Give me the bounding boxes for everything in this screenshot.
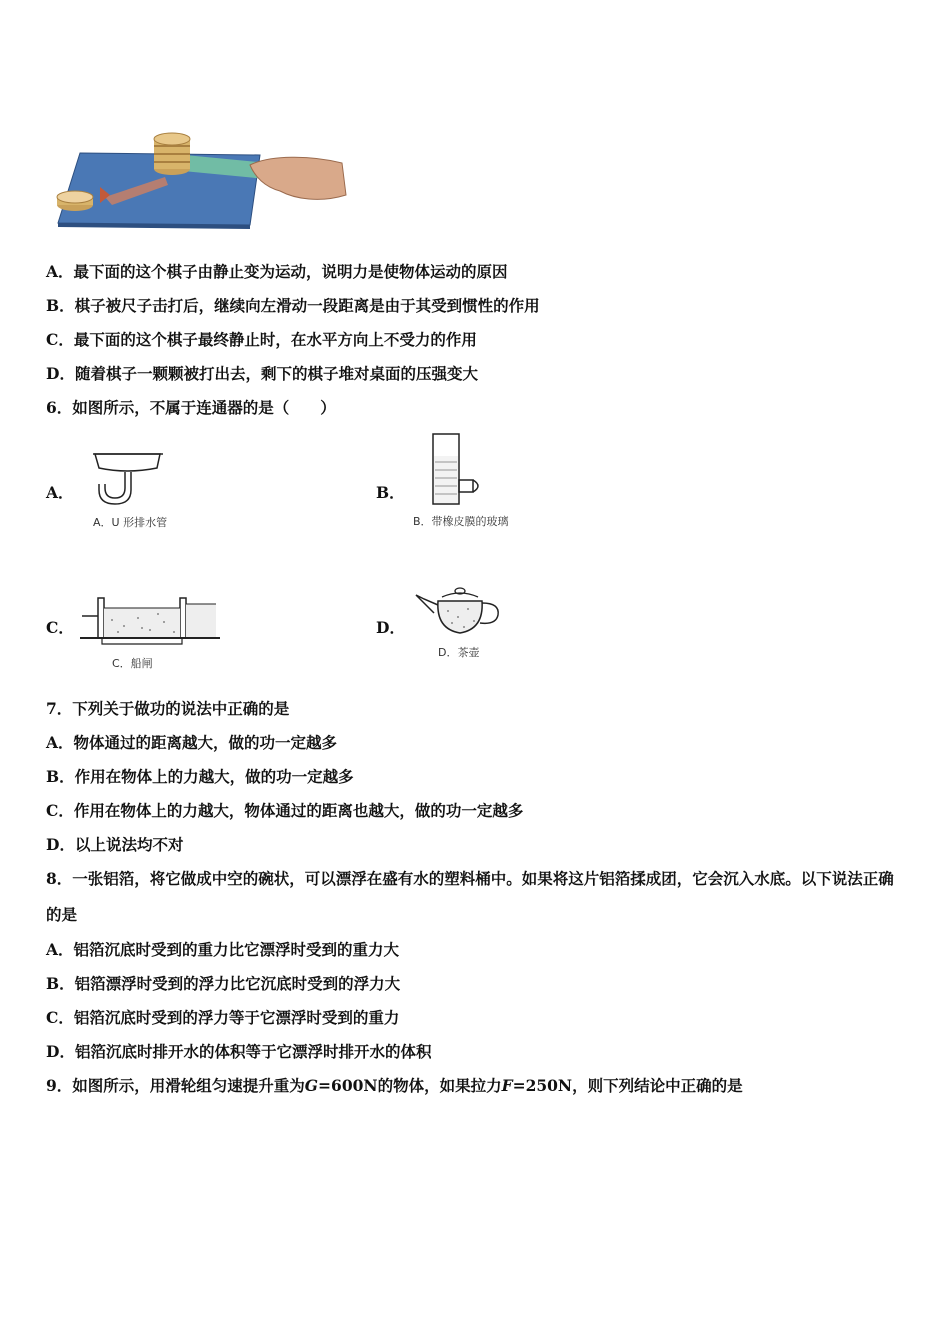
q6-stem: 6．如图所示，不属于连通器的是（ ） — [46, 398, 336, 417]
q5-option-d: D．随着棋子一颗颗被打出去，剩下的棋子堆对桌面的压强变大 — [46, 364, 478, 383]
q9-value-f: =250N — [512, 1076, 573, 1095]
glass-tube-membrane-figure — [425, 432, 495, 510]
q9-stem — [46, 1076, 743, 1096]
q8-option-d: D．铝箔沉底时排开水的体积等于它漂浮时排开水的体积 — [46, 1042, 432, 1061]
q6-label-b: B． — [376, 483, 405, 502]
q5-option-a: A．最下面的这个棋子由静止变为运动，说明力是使物体运动的原因 — [46, 262, 508, 281]
caption-c: C．船闸 — [112, 657, 153, 670]
q9-var-f: F — [501, 1076, 513, 1095]
q6-label-a: A． — [46, 483, 74, 502]
chess-stack-figure — [50, 125, 350, 230]
q8-stem: 8．一张铝箔，将它做成中空的碗状，可以漂浮在盛有水的塑料桶中。如果将这片铝箔揉成团，它会沉入水底。以下说法正确的是 — [46, 869, 894, 924]
q7-option-c: C．作用在物体上的力越大，物体通过的距离也越大，做的功一定越多 — [46, 801, 524, 820]
q6-label-c: C． — [46, 618, 74, 637]
q8-option-a: A．铝箔沉底时受到的重力比它漂浮时受到的重力大 — [46, 940, 400, 959]
ship-lock-figure — [80, 590, 220, 646]
q7-option-a: A．物体通过的距离越大，做的功一定越多 — [46, 733, 338, 752]
q9-stem-part-a: 9．如图所示，用滑轮组匀速提升重为 — [46, 1076, 305, 1095]
q9-value-g: =600N — [318, 1076, 378, 1095]
q9-stem-part-b: 的物体，如果拉力 — [377, 1076, 502, 1095]
u-drain-pipe-figure — [85, 440, 175, 510]
caption-b: B．带橡皮膜的玻璃 — [413, 515, 509, 528]
q9-var-g: G — [304, 1076, 319, 1095]
q6-label-d: D． — [376, 618, 405, 637]
caption-d: D．茶壶 — [438, 646, 480, 659]
q5-option-b: B．棋子被尺子击打后，继续向左滑动一段距离是由于其受到惯性的作用 — [46, 296, 540, 315]
q9-stem-part-c: ，则下列结论中正确的是 — [572, 1076, 743, 1095]
q7-option-d: D．以上说法均不对 — [46, 835, 184, 854]
q7-option-b: B．作用在物体上的力越大，做的功一定越多 — [46, 767, 354, 786]
q7-stem: 7．下列关于做功的说法中正确的是 — [46, 699, 290, 718]
q5-option-c: C．最下面的这个棋子最终静止时，在水平方向上不受力的作用 — [46, 330, 477, 349]
caption-a: A．U 形排水管 — [93, 516, 168, 529]
teapot-figure — [412, 583, 504, 639]
q8-option-b: B．铝箔漂浮时受到的浮力比它沉底时受到的浮力大 — [46, 974, 401, 993]
q8-option-c: C．铝箔沉底时受到的浮力等于它漂浮时受到的重力 — [46, 1008, 400, 1027]
